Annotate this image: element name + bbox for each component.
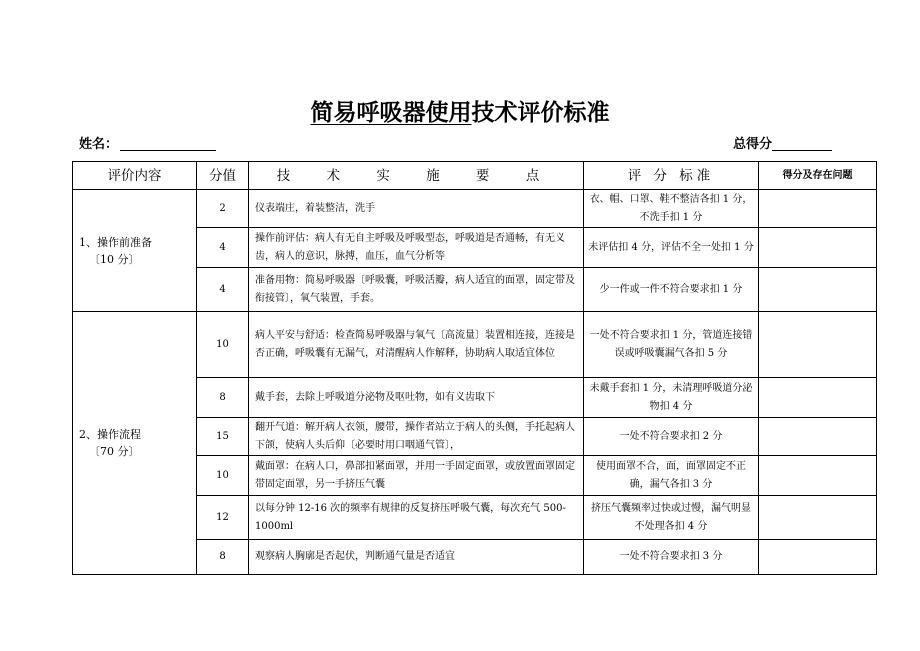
name-blank-line[interactable] [120,136,216,151]
total-score-field [733,133,832,152]
score-cell: 12 [197,496,249,540]
problem-cell[interactable] [759,378,877,418]
score-cell: 4 [197,268,249,312]
points-cell: 翻开气道：解开病人衣领，腰带，操作者站立于病人的头侧，手托起病人下颌，使病人头后仰〔必要时用口咽通气管〕， [249,418,584,456]
total-score-label: 总得分 [733,137,773,152]
problem-cell[interactable] [759,496,877,540]
name-field [79,133,216,152]
header-score: 分值 [197,162,249,190]
category-cell [73,190,197,312]
header-problem: 得分及存在问题 [759,162,877,190]
title-rest: 技术评价标准 [471,100,610,126]
category-score: 〔10 分〕 [89,252,140,266]
score-cell: 15 [197,418,249,456]
title-underlined: 简易呼吸器使用 [310,100,472,126]
points-cell: 操作前评估：病人有无自主呼吸及呼吸型态，呼吸道是否通畅，有无义齿，病人的意识，脉搏，血压，血气分析等 [249,228,584,268]
standard-cell: 挤压气囊频率过快或过慢，漏气明显不处理各扣 4 分 [584,496,759,540]
category-label: 1、操作前准备 [79,235,152,249]
score-cell: 8 [197,540,249,575]
standard-cell: 使用面罩不合，面，面罩固定不正确，漏气各扣 3 分 [584,456,759,496]
name-label: 姓名： [79,137,119,152]
standard-cell: 一处不符合要求扣 3 分 [584,540,759,575]
points-cell: 以每分钟 12-16 次的频率有规律的反复挤压呼吸气囊，每次充气 500-1000ml [249,496,584,540]
page-title [0,94,920,127]
score-cell: 10 [197,312,249,378]
problem-cell[interactable] [759,456,877,496]
header-content: 评价内容 [73,162,197,190]
standard-cell: 一处不符合要求扣 2 分 [584,418,759,456]
total-score-blank-line[interactable] [772,136,832,151]
points-cell: 准备用物：简易呼吸器〔呼吸囊，呼吸活瓣，病人适宜的面罩，固定带及衔接管〕，氧气装置，手套。 [249,268,584,312]
header-standard: 评 分 标准 [584,162,759,190]
standard-cell: 未评估扣 4 分，评估不全一处扣 1 分 [584,228,759,268]
standard-cell: 一处不符合要求扣 1 分，管道连接错误或呼吸囊漏气各扣 5 分 [584,312,759,378]
problem-cell[interactable] [759,268,877,312]
category-score: 〔70 分〕 [89,445,140,458]
evaluation-table [72,161,877,575]
points-cell: 仪表端庄，着装整洁，洗手 [249,190,584,228]
problem-cell[interactable] [759,312,877,378]
standard-cell: 少一件或一件不符合要求扣 1 分 [584,268,759,312]
category-cell [73,312,197,575]
score-cell: 4 [197,228,249,268]
table-row [73,190,877,228]
points-cell: 戴面罩：在病人口，鼻部扣紧面罩，并用一手固定面罩，或放置面罩固定带固定面罩，另一手挤压气囊 [249,456,584,496]
points-cell: 观察病人胸廓是否起伏，判断通气量是否适宜 [249,540,584,575]
score-cell: 10 [197,456,249,496]
points-cell: 病人平安与舒适：检查简易呼吸器与氧气〔高流量〕装置相连接，连接是否正确，呼吸囊有无漏气，对清醒病人作解释，协助病人取适宜体位 [249,312,584,378]
points-cell: 戴手套，去除上呼吸道分泌物及呕吐物，如有义齿取下 [249,378,584,418]
table-row [73,312,877,378]
problem-cell[interactable] [759,190,877,228]
table-header-row [73,162,877,190]
standard-cell: 衣、帽、口罩、鞋不整洁各扣 1 分，不洗手扣 1 分 [584,190,759,228]
score-cell: 2 [197,190,249,228]
problem-cell[interactable] [759,540,877,575]
category-label: 2、操作流程 [79,428,141,441]
standard-cell: 未戴手套扣 1 分，未清理呼吸道分泌物扣 4 分 [584,378,759,418]
header-points: 技 术 实 施 要 点 [249,162,584,190]
problem-cell[interactable] [759,418,877,456]
score-cell: 8 [197,378,249,418]
problem-cell[interactable] [759,228,877,268]
